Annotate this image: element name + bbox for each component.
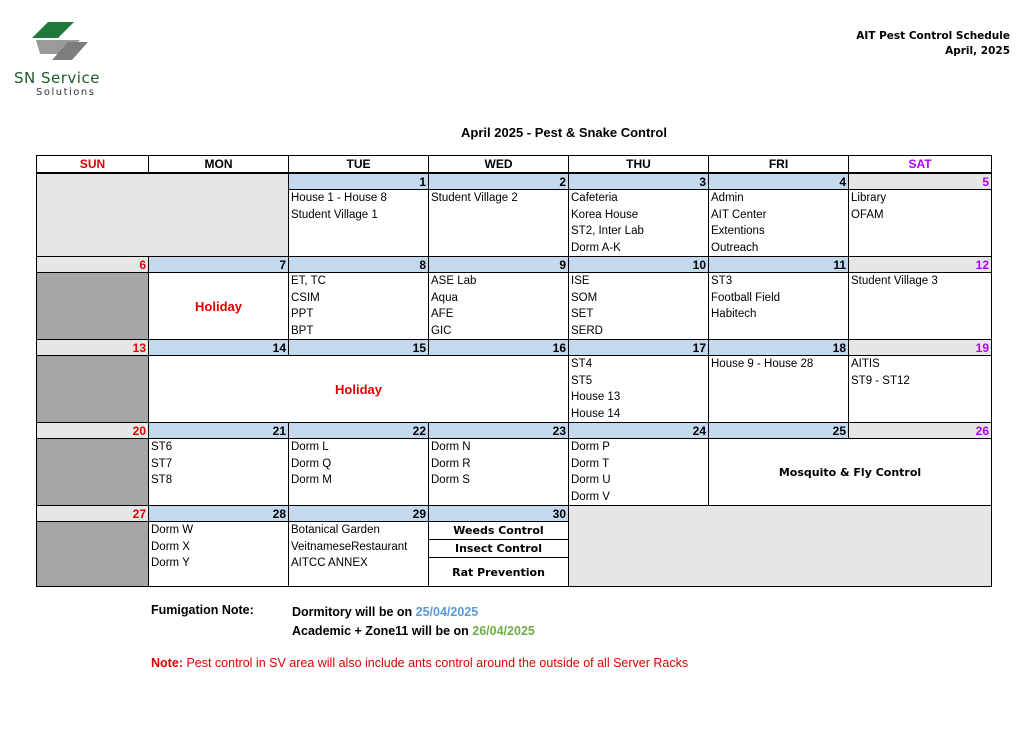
area-entry: AITIS: [851, 358, 880, 370]
area-entry: SERD: [571, 324, 603, 337]
week3-date-row: [37, 340, 992, 356]
area-entry: Dorm R: [431, 457, 471, 470]
logo-subtitle: Solutions: [36, 87, 96, 98]
area-entry: Dorm S: [431, 474, 470, 486]
date-number: 21: [149, 423, 289, 439]
day-cell: [149, 439, 289, 506]
area-entry: House 9 - House 28: [711, 358, 814, 370]
area-entry: Dorm Y: [151, 557, 190, 569]
area-entry: AFE: [431, 308, 454, 320]
holiday-label: Holiday: [335, 381, 382, 397]
date-number: 29: [289, 506, 429, 522]
area-entry: AITCC ANNEX: [291, 557, 368, 569]
mosquito-control-cell: [709, 439, 992, 506]
day-cell: [289, 439, 429, 506]
sunday-cell: [37, 522, 149, 587]
schedule-date: April, 2025: [945, 45, 1010, 57]
area-entry: Student Village 2: [431, 192, 518, 204]
fumigation-academic-text: Academic + Zone11 will be on: [292, 624, 469, 638]
date-number: 12: [849, 257, 992, 273]
week2-content-row: [37, 273, 992, 340]
date-number: 23: [429, 423, 569, 439]
date-number: 9: [429, 257, 569, 273]
day-cell: [429, 522, 569, 587]
date-number: 30: [429, 506, 569, 522]
day-cell: [849, 273, 992, 340]
area-entry: GIC: [431, 324, 452, 337]
area-entry: Dorm T: [571, 457, 610, 470]
date-number: 22: [289, 423, 429, 439]
fumigation-academic-date: 26/04/2025: [472, 624, 535, 638]
date-number: 19: [849, 340, 992, 356]
date-number: 10: [569, 257, 709, 273]
control-box-stack: [429, 522, 568, 586]
empty-cell: [569, 506, 992, 587]
date-number: 8: [289, 257, 429, 273]
schedule-title: AIT Pest Control Schedule: [856, 30, 1010, 42]
area-entry: Dorm V: [571, 490, 610, 503]
area-entry: BPT: [291, 324, 314, 337]
sunday-cell: [37, 273, 149, 340]
area-entry: ST6: [151, 441, 173, 453]
date-number: 2: [429, 173, 569, 190]
company-logo: [14, 22, 114, 102]
weekday-sun: SUN: [37, 156, 149, 174]
area-entry: Extentions: [711, 225, 765, 237]
area-entry: Korea House: [571, 208, 639, 221]
day-cell: [429, 273, 569, 340]
date-number: 14: [149, 340, 289, 356]
date-number: 13: [37, 340, 149, 356]
area-entry: ST7: [151, 457, 173, 470]
area-entry: House 13: [571, 391, 621, 403]
fumigation-dormitory-text: Dormitory will be on: [292, 605, 413, 619]
area-entry: Student Village 1: [291, 208, 378, 221]
area-entry: House 1 - House 8: [291, 192, 387, 204]
week2-date-row: [37, 257, 992, 273]
week1-date-row: [37, 173, 992, 190]
area-entry: VeitnameseRestaurant: [291, 540, 408, 553]
area-entry: Outreach: [711, 241, 759, 254]
area-entry: ISE: [571, 275, 590, 287]
week5-date-row: [37, 506, 992, 522]
holiday-span-cell: [149, 356, 569, 423]
date-number: 26: [849, 423, 992, 439]
day-cell: [149, 522, 289, 587]
day-cell: [569, 190, 709, 257]
area-entry: Dorm M: [291, 474, 332, 486]
day-cell: [149, 273, 289, 340]
area-entry: Student Village 3: [851, 275, 938, 287]
calendar-title: April 2025 - Pest & Snake Control: [461, 125, 667, 140]
note-label: Note:: [151, 656, 183, 670]
area-entry: Dorm X: [151, 540, 190, 553]
area-entry: ET, TC: [291, 275, 326, 287]
date-number: 27: [37, 506, 149, 522]
day-cell: [709, 273, 849, 340]
day-cell: [289, 190, 429, 257]
area-entry: ST5: [571, 374, 593, 387]
area-entry: CSIM: [291, 291, 320, 304]
holiday-label: Holiday: [195, 298, 242, 314]
weeds-control-box: Weeds Control: [429, 522, 568, 540]
area-entry: AIT Center: [711, 208, 767, 221]
area-entry: Football Field: [711, 291, 781, 304]
area-entry: Dorm P: [571, 441, 610, 453]
date-number: 1: [289, 173, 429, 190]
area-entry: SET: [571, 308, 594, 320]
area-entry: Aqua: [431, 291, 458, 304]
day-cell: [429, 190, 569, 257]
date-number: 24: [569, 423, 709, 439]
area-entry: Dorm Q: [291, 457, 332, 470]
weekday-tue: TUE: [289, 156, 429, 174]
day-cell: [849, 356, 992, 423]
day-cell: [849, 190, 992, 257]
area-entry: ST2, Inter Lab: [571, 225, 644, 237]
day-cell: [569, 439, 709, 506]
logo-name: SN Service: [14, 69, 100, 87]
date-number: 15: [289, 340, 429, 356]
calendar-table: [36, 155, 992, 587]
week4-content-row: [37, 439, 992, 506]
week4-date-row: [37, 423, 992, 439]
area-entry: PPT: [291, 308, 314, 320]
sunday-cell: [37, 439, 149, 506]
area-entry: OFAM: [851, 208, 884, 221]
weekday-wed: WED: [429, 156, 569, 174]
day-cell: [709, 356, 849, 423]
footer-note: [151, 656, 688, 670]
area-entry: Dorm L: [291, 441, 329, 453]
mosquito-control-label: Mosquito & Fly Control: [778, 465, 922, 479]
weekday-sat: SAT: [849, 156, 992, 174]
rat-prevention-box: Rat Prevention: [452, 566, 545, 579]
area-entry: Dorm U: [571, 474, 611, 486]
logo-mark-icon: [28, 22, 90, 64]
weekday-mon: MON: [149, 156, 289, 174]
date-number: 25: [709, 423, 849, 439]
fumigation-note-label: Fumigation Note:: [151, 603, 254, 617]
document-header: [856, 29, 1010, 59]
day-cell: [289, 522, 429, 587]
area-entry: Cafeteria: [571, 192, 618, 204]
date-number: 17: [569, 340, 709, 356]
area-entry: ST3: [711, 275, 733, 287]
fumigation-note: [292, 603, 535, 641]
area-entry: Dorm W: [151, 524, 194, 536]
fumigation-dormitory-date: 25/04/2025: [415, 605, 479, 619]
day-cell: [569, 356, 709, 423]
date-number: 7: [149, 257, 289, 273]
weekday-header-row: [37, 156, 992, 174]
insect-control-box: Insect Control: [429, 540, 568, 558]
area-entry: ST4: [571, 358, 593, 370]
area-entry: Admin: [711, 192, 744, 204]
area-entry: Library: [851, 192, 887, 204]
area-entry: Dorm N: [431, 441, 471, 453]
weekday-fri: FRI: [709, 156, 849, 174]
fumigation-line-academic: [292, 622, 535, 641]
area-entry: ASE Lab: [431, 275, 477, 287]
fumigation-line-dormitory: [292, 603, 535, 622]
date-number: 5: [849, 173, 992, 190]
empty-cell: [37, 173, 289, 257]
date-number: 20: [37, 423, 149, 439]
area-entry: Botanical Garden: [291, 524, 380, 536]
week3-content-row: [37, 356, 992, 423]
date-number: 11: [709, 257, 849, 273]
date-number: 3: [569, 173, 709, 190]
date-number: 18: [709, 340, 849, 356]
date-number: 4: [709, 173, 849, 190]
date-number: 16: [429, 340, 569, 356]
day-cell: [289, 273, 429, 340]
weekday-thu: THU: [569, 156, 709, 174]
date-number: 6: [37, 257, 149, 273]
note-text: Pest control in SV area will also include ants control around the outside of all Server Racks: [186, 656, 689, 670]
day-cell: [709, 190, 849, 257]
sunday-cell: [37, 356, 149, 423]
date-number: 28: [149, 506, 289, 522]
area-entry: SOM: [571, 291, 598, 304]
area-entry: Habitech: [711, 308, 757, 320]
area-entry: House 14: [571, 407, 621, 420]
area-entry: ST8: [151, 474, 173, 486]
day-cell: [429, 439, 569, 506]
area-entry: ST9 - ST12: [851, 374, 910, 387]
area-entry: Dorm A-K: [571, 241, 621, 254]
day-cell: [569, 273, 709, 340]
